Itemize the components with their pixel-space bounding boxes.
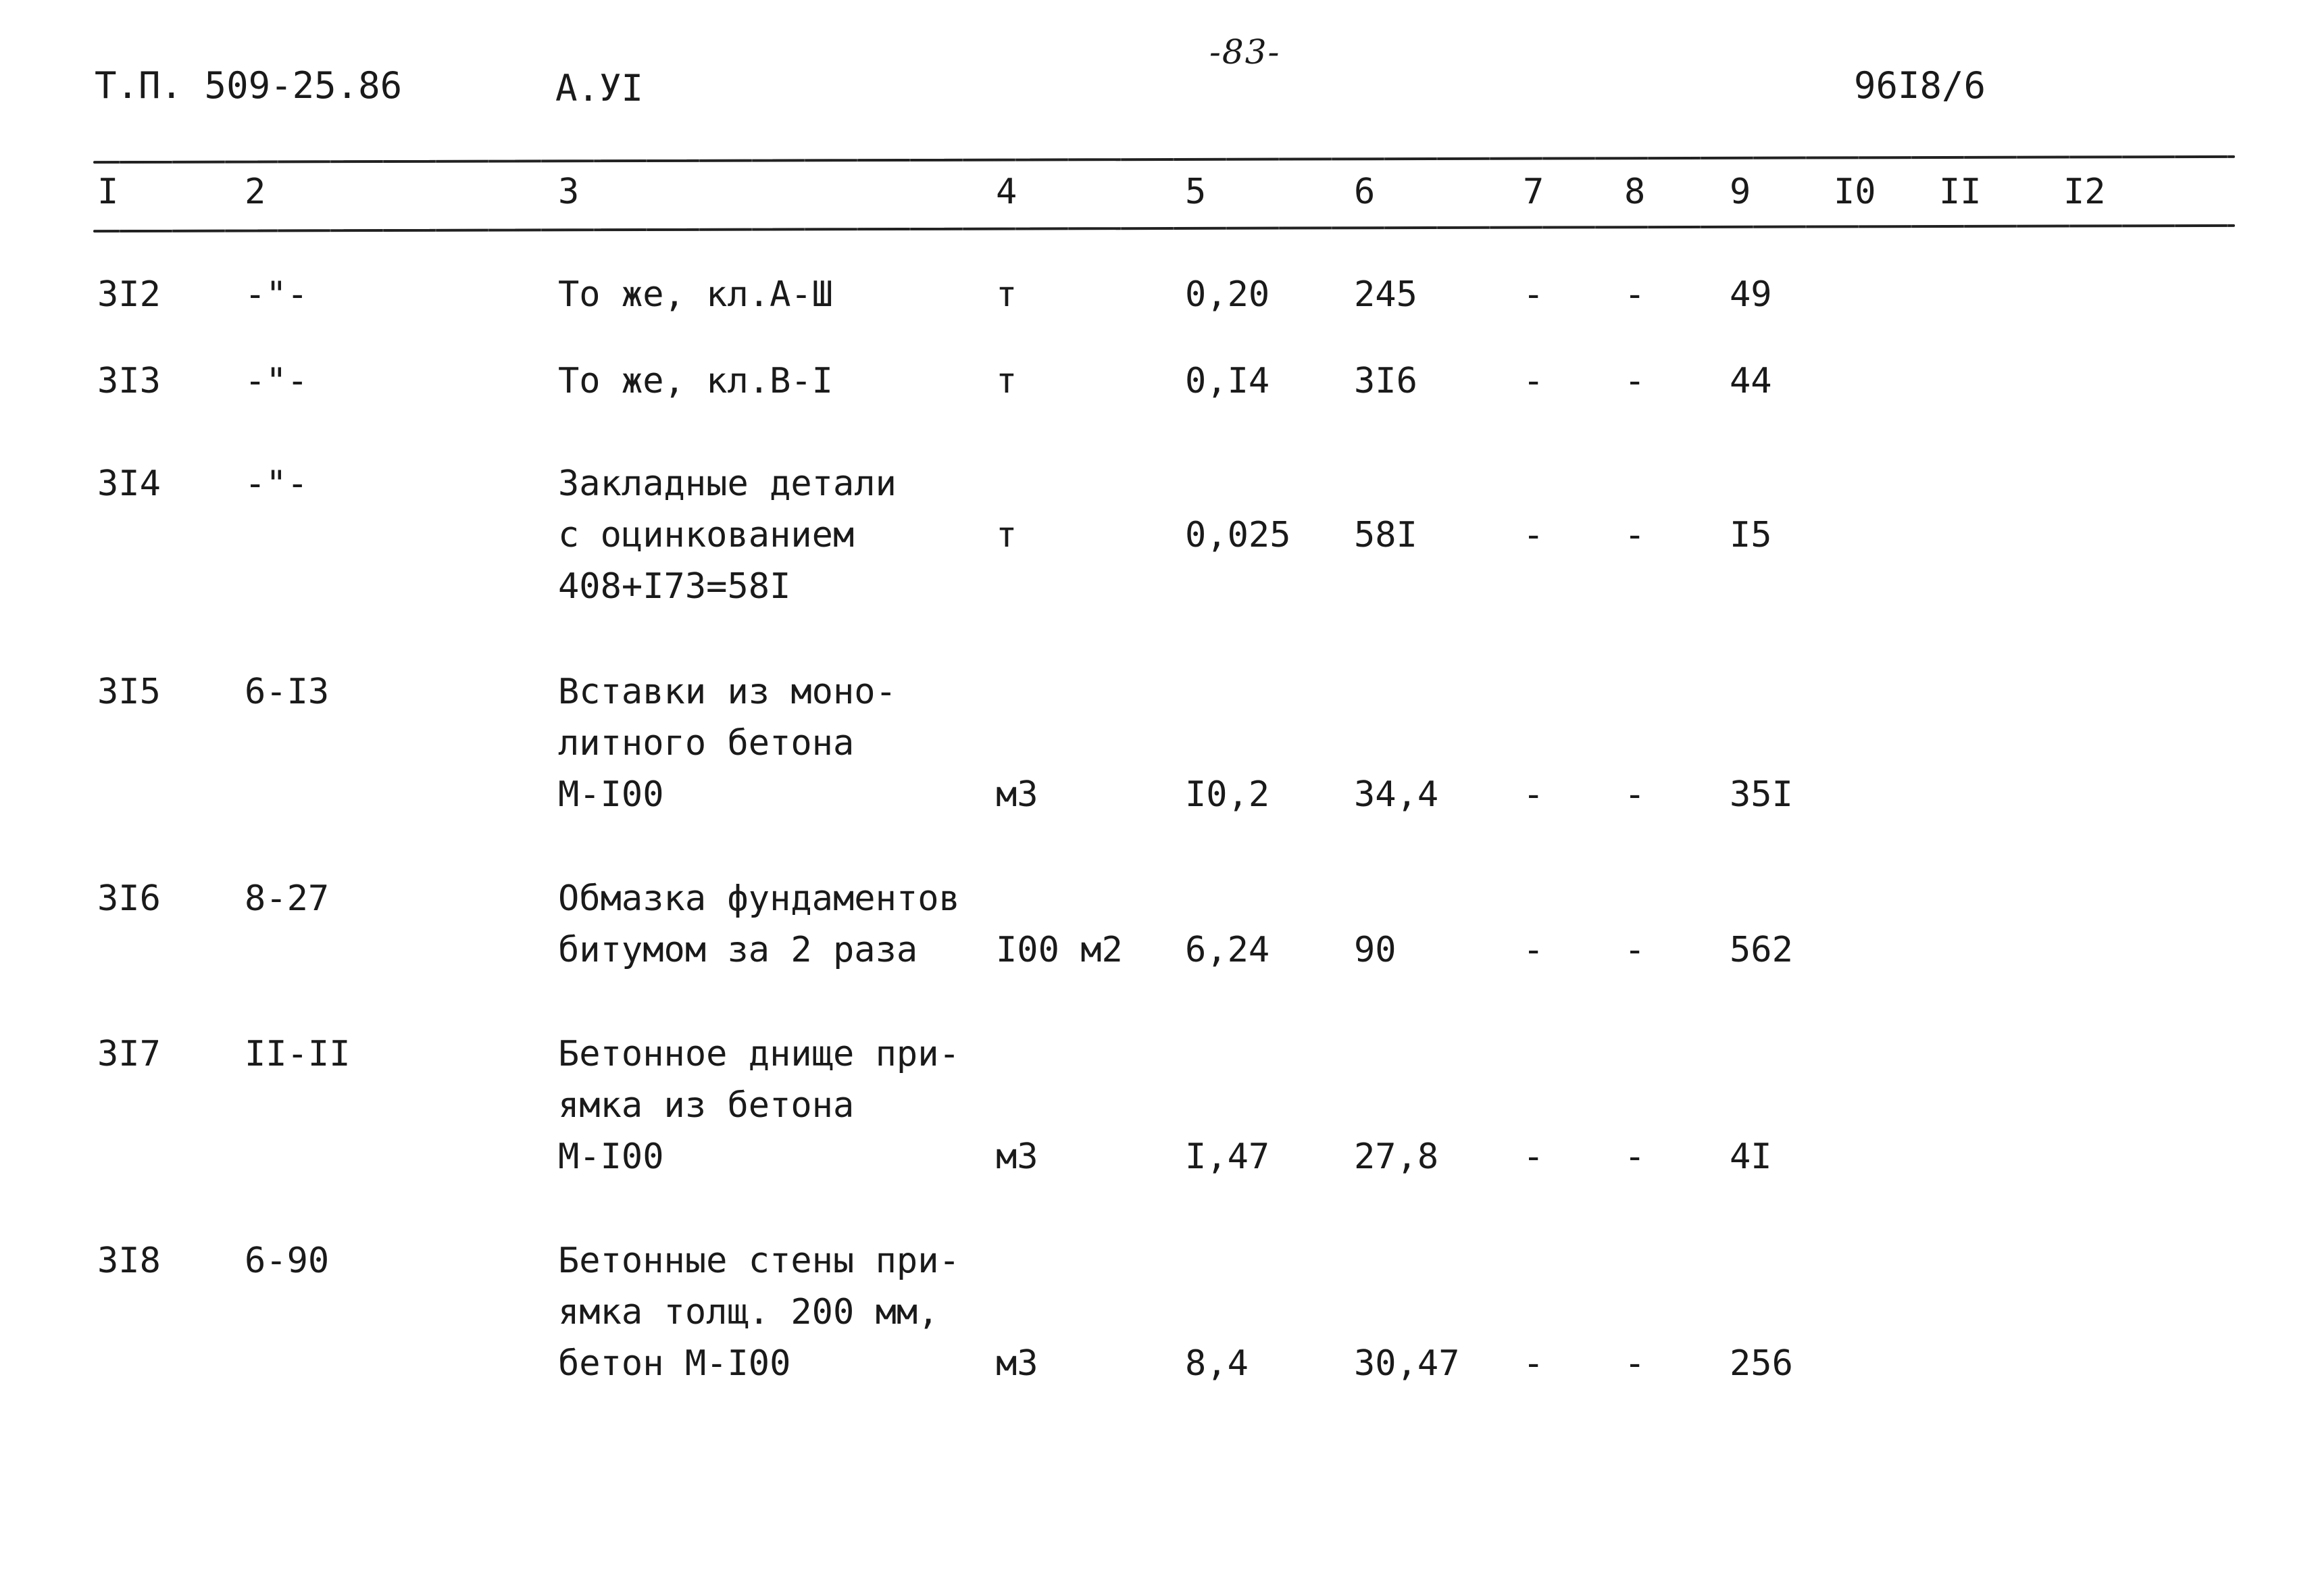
col8-value: -	[1624, 1343, 1646, 1384]
row-number: 3I4	[97, 464, 161, 504]
column-header: 5	[1185, 172, 1207, 212]
quantity: 8,4	[1185, 1343, 1249, 1384]
unit: м3	[996, 774, 1038, 815]
unit-price: 34,4	[1354, 774, 1439, 815]
work-name: Бетонные стены при- ямка толщ. 200 мм, бетон М-I00	[558, 1241, 960, 1384]
col7-value: -	[1523, 515, 1544, 555]
col8-value: -	[1624, 361, 1646, 401]
work-name: Бетонное днище при- ямка из бетона М-I00	[558, 1034, 960, 1177]
norm-code: 6-90	[245, 1241, 330, 1281]
col7-value: -	[1523, 274, 1544, 315]
document-code: Т.П. 509-25.86	[95, 64, 403, 107]
norm-code: 8-27	[245, 878, 330, 919]
quantity: 0,20	[1185, 274, 1270, 315]
unit-price: 58I	[1354, 515, 1417, 555]
col8-value: -	[1624, 1137, 1646, 1177]
total-cost: I5	[1730, 515, 1772, 555]
unit-price: 245	[1354, 274, 1417, 315]
total-cost: 35I	[1730, 774, 1793, 815]
work-name: То же, кл.А-Ш	[558, 274, 833, 315]
col7-value: -	[1523, 1343, 1544, 1384]
total-cost: 4I	[1730, 1137, 1772, 1177]
unit-price: 27,8	[1354, 1137, 1439, 1177]
row-number: 3I7	[97, 1034, 161, 1074]
col7-value: -	[1523, 930, 1544, 970]
unit: м3	[996, 1343, 1038, 1384]
table-top-rule	[93, 155, 2235, 164]
column-header: 3	[558, 172, 580, 212]
column-header: I0	[1834, 172, 1876, 212]
unit: I00 м2	[996, 930, 1123, 970]
column-header: I	[97, 172, 119, 212]
col8-value: -	[1624, 774, 1646, 815]
page-number: -83-	[1209, 32, 1281, 72]
row-number: 3I6	[97, 878, 161, 919]
work-name: Вставки из моно- литного бетона М-I00	[558, 672, 897, 815]
row-number: 3I3	[97, 361, 161, 401]
row-number: 3I8	[97, 1241, 161, 1281]
unit: т	[996, 515, 1017, 555]
unit: т	[996, 274, 1017, 315]
column-header: 9	[1730, 172, 1751, 212]
norm-code: -"-	[245, 464, 308, 504]
column-header: 2	[245, 172, 266, 212]
col8-value: -	[1624, 274, 1646, 315]
norm-code: 6-I3	[245, 672, 330, 712]
unit: т	[996, 361, 1017, 401]
column-header: 7	[1523, 172, 1544, 212]
table-header-rule	[93, 224, 2235, 232]
work-name: Закладные детали с оцинкованием 408+I73=58I	[558, 464, 897, 607]
album-label: А.УI	[555, 67, 644, 109]
row-number: 3I5	[97, 672, 161, 712]
quantity: 0,025	[1185, 515, 1291, 555]
total-cost: 44	[1730, 361, 1772, 401]
quantity: 6,24	[1185, 930, 1270, 970]
sheet-code: 96I8/6	[1854, 64, 1986, 107]
norm-code: -"-	[245, 274, 308, 315]
work-name: Обмазка фундаментов битумом за 2 раза	[558, 878, 960, 970]
norm-code: II-II	[245, 1034, 351, 1074]
col8-value: -	[1624, 515, 1646, 555]
unit-price: 30,47	[1354, 1343, 1460, 1384]
col7-value: -	[1523, 1137, 1544, 1177]
unit-price: 90	[1354, 930, 1397, 970]
column-header: 4	[996, 172, 1017, 212]
column-header: 8	[1624, 172, 1646, 212]
total-cost: 562	[1730, 930, 1793, 970]
col7-value: -	[1523, 361, 1544, 401]
column-header: II	[1939, 172, 1982, 212]
col8-value: -	[1624, 930, 1646, 970]
work-name: То же, кл.В-I	[558, 361, 833, 401]
quantity: I,47	[1185, 1137, 1270, 1177]
total-cost: 256	[1730, 1343, 1793, 1384]
column-header: I2	[2063, 172, 2106, 212]
total-cost: 49	[1730, 274, 1772, 315]
unit-price: 3I6	[1354, 361, 1417, 401]
quantity: I0,2	[1185, 774, 1270, 815]
quantity: 0,I4	[1185, 361, 1270, 401]
row-number: 3I2	[97, 274, 161, 315]
unit: м3	[996, 1137, 1038, 1177]
column-header: 6	[1354, 172, 1376, 212]
norm-code: -"-	[245, 361, 308, 401]
col7-value: -	[1523, 774, 1544, 815]
